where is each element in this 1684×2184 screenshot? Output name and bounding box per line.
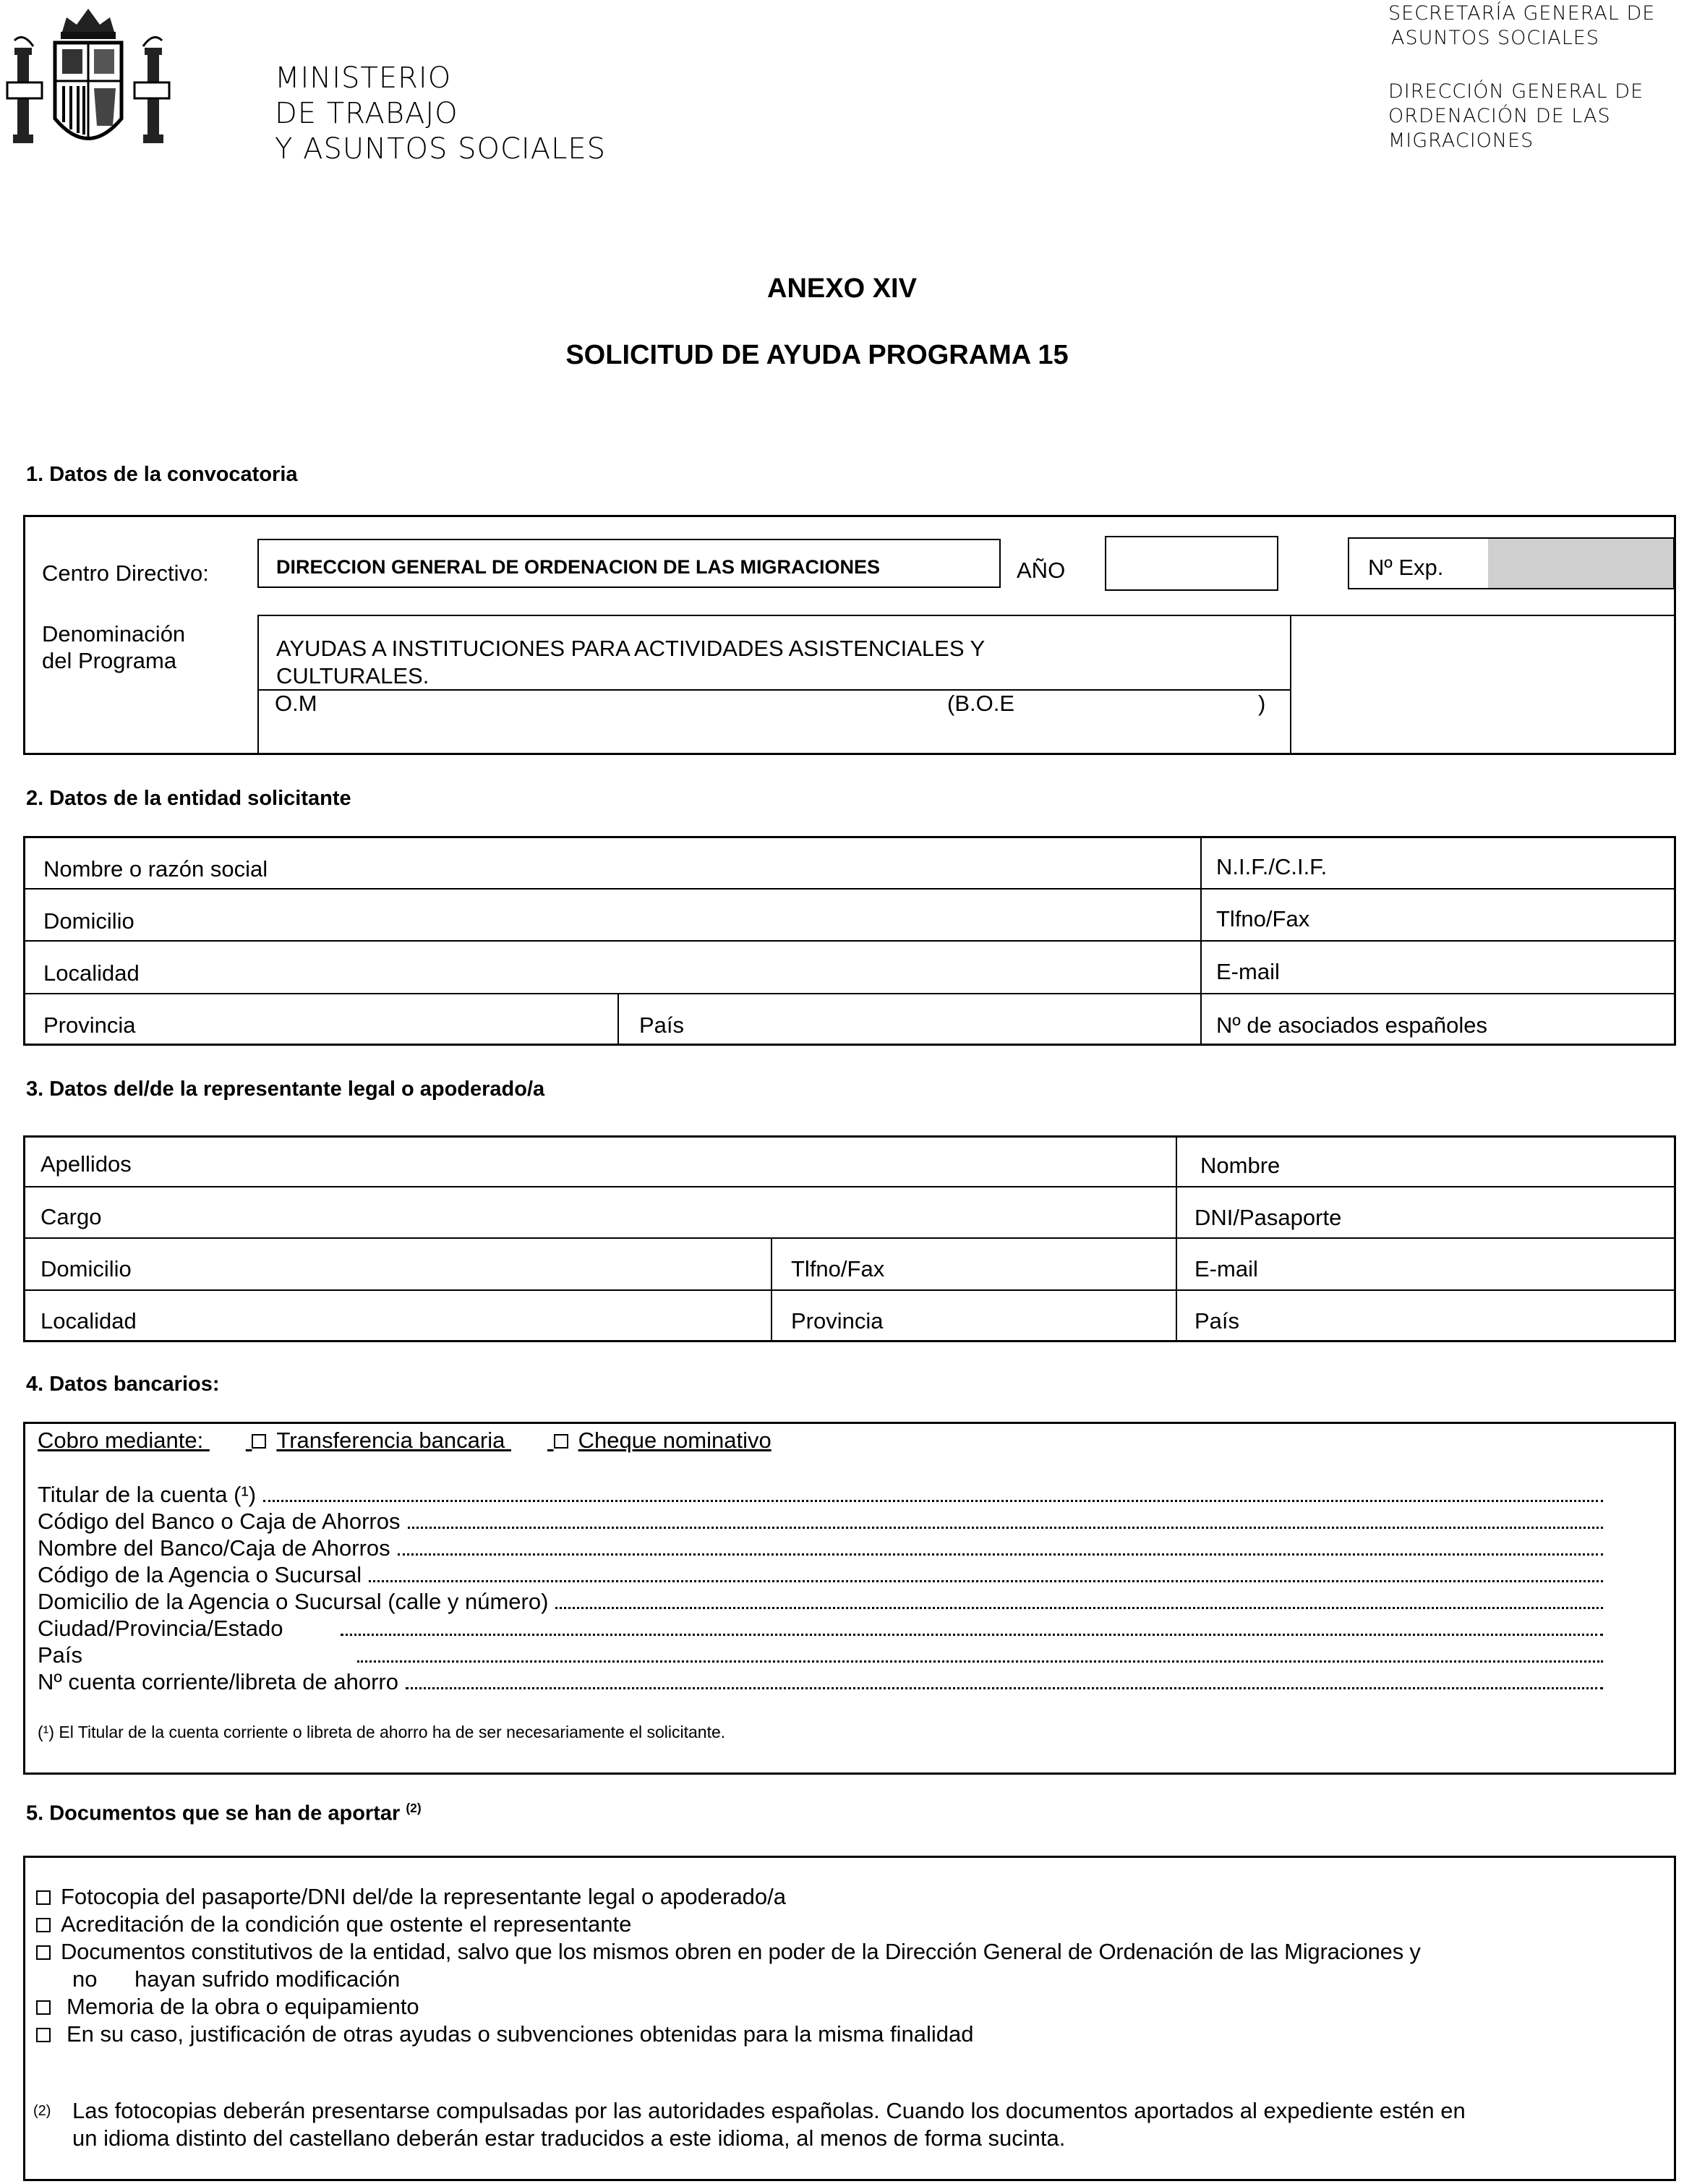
doc-item-memoria: [36, 1993, 419, 2021]
doc-item-label: En su caso, justificación de otras ayudas o subvenciones obtenidas para la misma finalidad: [67, 2021, 974, 2047]
s2-row-line: [23, 993, 1676, 994]
fill-line: [369, 1563, 1603, 1582]
centro-value: DIRECCION GENERAL DE ORDENACION DE LAS MIGRACIONES: [276, 556, 881, 578]
boe-label: (B.O.E: [947, 691, 1015, 716]
section1-title: 1. Datos de la convocatoria: [26, 463, 298, 486]
cobro-label: Cobro mediante:: [38, 1428, 204, 1453]
s2-row-line: [23, 888, 1676, 890]
denominacion-label: Denominación del Programa: [42, 621, 186, 673]
note-line: un idioma distinto del castellano deberán estar traducidos a este idioma, al menos de forma sucinta.: [72, 2125, 1066, 2151]
pais-field[interactable]: País: [639, 1012, 685, 1038]
transferencia-checkbox[interactable]: [252, 1434, 266, 1449]
doc-item-fotocopia: [36, 1883, 786, 1911]
cobro-row: [38, 1428, 772, 1454]
documents-note: [33, 2097, 1466, 2151]
doc-item-constitutivos-cont: no hayan sufrido modificación: [72, 1966, 401, 1992]
programa-name: AYUDAS A INSTITUCIONES PARA ACTIVIDADES ASISTENCIALES Y CULTURALES.: [276, 636, 986, 688]
localidad-field[interactable]: Localidad: [43, 960, 140, 986]
rep-provincia-field[interactable]: Provincia: [791, 1308, 884, 1334]
s3-row-line: [23, 1289, 1676, 1291]
nif-field[interactable]: N.I.F./C.I.F.: [1216, 854, 1328, 879]
fill-line: [555, 1590, 1603, 1609]
bank-field-label: Ciudad/Provincia/Estado: [38, 1616, 283, 1641]
rep-nombre-field[interactable]: Nombre: [1200, 1153, 1281, 1178]
fill-line: [341, 1616, 1603, 1636]
bank-field-codigo-agencia[interactable]: [38, 1561, 1603, 1588]
doc-item-label: Fotocopia del pasaporte/DNI del/de la representante legal o apoderado/a: [61, 1884, 787, 1909]
spanish-coat-of-arms-icon: [4, 3, 172, 171]
fill-line: [263, 1483, 1603, 1502]
dni-field[interactable]: DNI/Pasaporte: [1194, 1205, 1342, 1230]
section5-title: [26, 1801, 422, 1826]
page-subtitle: SOLICITUD DE AYUDA PROGRAMA 15: [565, 340, 1069, 370]
om-divider: [259, 689, 1291, 691]
doc-checkbox[interactable]: [36, 1945, 51, 1960]
nexp-shaded-field[interactable]: [1488, 539, 1673, 588]
centro-value-field[interactable]: [257, 539, 1001, 588]
s3-col-line: [771, 1237, 772, 1342]
bank-field-label: Titular de la cuenta (¹): [38, 1482, 257, 1507]
cheque-label: Cheque nominativo: [578, 1428, 772, 1453]
bank-field-ciudad[interactable]: [38, 1615, 1603, 1642]
domicilio-field[interactable]: Domicilio: [43, 908, 134, 934]
rep-pais-field[interactable]: País: [1194, 1308, 1240, 1334]
section3-title: 3. Datos del/de la representante legal o apoderado/a: [26, 1078, 545, 1101]
cargo-field[interactable]: Cargo: [40, 1204, 102, 1229]
tlfno-fax-field[interactable]: Tlfno/Fax: [1216, 906, 1310, 931]
bank-field-label: Código de la Agencia o Sucursal: [38, 1562, 362, 1587]
rep-tlfno-field[interactable]: Tlfno/Fax: [791, 1256, 885, 1281]
bank-footnote: (¹) El Titular de la cuenta corriente o libreta de ahorro ha de ser necesariamente el solicitante.: [38, 1723, 726, 1741]
doc-item-constitutivos: [36, 1938, 1421, 1966]
anio-label: AÑO: [1017, 558, 1066, 583]
s2-col-line: [1200, 836, 1202, 1046]
page-title: ANEXO XIV: [767, 273, 917, 304]
om-label: O.M: [275, 691, 317, 716]
ministry-name: MINISTERIO DE TRABAJO Y ASUNTOS SOCIALES: [275, 61, 607, 166]
doc-item-label: Acreditación de la condición que ostente el representante: [61, 1911, 632, 1937]
cheque-checkbox[interactable]: [554, 1434, 568, 1449]
s3-row-line: [23, 1237, 1676, 1239]
doc-checkbox[interactable]: [36, 1890, 51, 1905]
fill-line: [408, 1509, 1604, 1529]
apellidos-field[interactable]: Apellidos: [40, 1151, 132, 1177]
doc-item-acreditacion: [36, 1911, 631, 1938]
transferencia-label: Transferencia bancaria: [276, 1428, 505, 1453]
s3-row-line: [23, 1186, 1676, 1187]
doc-item-otras-ayudas: [36, 2021, 974, 2048]
section1-right-top: [1290, 615, 1676, 616]
note-line: Las fotocopias deberán presentarse compulsadas por las autoridades españolas. Cuando los documentos aportados al expediente estén en: [72, 2098, 1466, 2123]
fill-line: [398, 1536, 1603, 1556]
bank-field-label: Nombre del Banco/Caja de Ahorros: [38, 1535, 390, 1561]
anio-field[interactable]: [1105, 536, 1278, 591]
fill-line: [406, 1670, 1603, 1689]
section5-title-text: 5. Documentos que se han de aportar: [26, 1801, 401, 1825]
s2-row-line: [23, 940, 1676, 942]
note-sup: (2): [33, 2103, 51, 2119]
section1-right-divider: [1290, 615, 1291, 755]
bank-field-label: Domicilio de la Agencia o Sucursal (calle y número): [38, 1589, 549, 1614]
rep-email-field[interactable]: E-mail: [1194, 1256, 1258, 1281]
bank-field-label: Nº cuenta corriente/libreta de ahorro: [38, 1669, 398, 1694]
centro-label: Centro Directivo:: [42, 560, 209, 586]
doc-checkbox[interactable]: [36, 2028, 51, 2042]
rep-localidad-field[interactable]: Localidad: [40, 1308, 137, 1334]
section4-title: 4. Datos bancarios:: [26, 1373, 220, 1396]
provincia-field[interactable]: Provincia: [43, 1012, 136, 1038]
doc-item-label: Memoria de la obra o equipamiento: [67, 1994, 419, 2019]
rep-domicilio-field[interactable]: Domicilio: [40, 1256, 132, 1281]
s2-col-line: [617, 993, 619, 1046]
s3-col-line: [1176, 1135, 1177, 1342]
fill-line: [357, 1643, 1603, 1663]
secretaria-name: SECRETARÍA GENERAL DE ASUNTOS SOCIALES: [1388, 2, 1656, 49]
doc-item-label: Documentos constitutivos de la entidad, salvo que los mismos obren en poder de la Dirección General de Ordenación de las Migraciones y: [61, 1939, 1421, 1964]
direccion-name: DIRECCIÓN GENERAL DE ORDENACIÓN DE LAS MIGRACIONES: [1388, 80, 1644, 152]
bank-field-label: Código del Banco o Caja de Ahorros: [38, 1509, 401, 1534]
bank-field-codigo-banco[interactable]: [38, 1508, 1603, 1535]
email-field[interactable]: E-mail: [1216, 959, 1280, 984]
section5-title-sup: (2): [406, 1801, 422, 1815]
boe-close: ): [1258, 691, 1266, 716]
bank-field-titular[interactable]: [38, 1481, 1603, 1508]
nombre-razon-field[interactable]: Nombre o razón social: [43, 856, 268, 882]
doc-checkbox[interactable]: [36, 1918, 51, 1932]
section2-title: 2. Datos de la entidad solicitante: [26, 787, 351, 810]
doc-checkbox[interactable]: [36, 2000, 51, 2015]
bank-field-pais[interactable]: [38, 1642, 1603, 1668]
asociados-field[interactable]: Nº de asociados españoles: [1216, 1012, 1487, 1038]
bank-field-nombre-banco[interactable]: [38, 1535, 1603, 1561]
bank-field-label: País: [38, 1642, 83, 1668]
bank-field-cuenta[interactable]: [38, 1668, 1603, 1695]
nexp-label: Nº Exp.: [1368, 555, 1444, 580]
nexp-box: [1348, 537, 1675, 589]
bank-field-domicilio-agencia[interactable]: [38, 1588, 1603, 1615]
programa-field[interactable]: [257, 615, 1291, 755]
